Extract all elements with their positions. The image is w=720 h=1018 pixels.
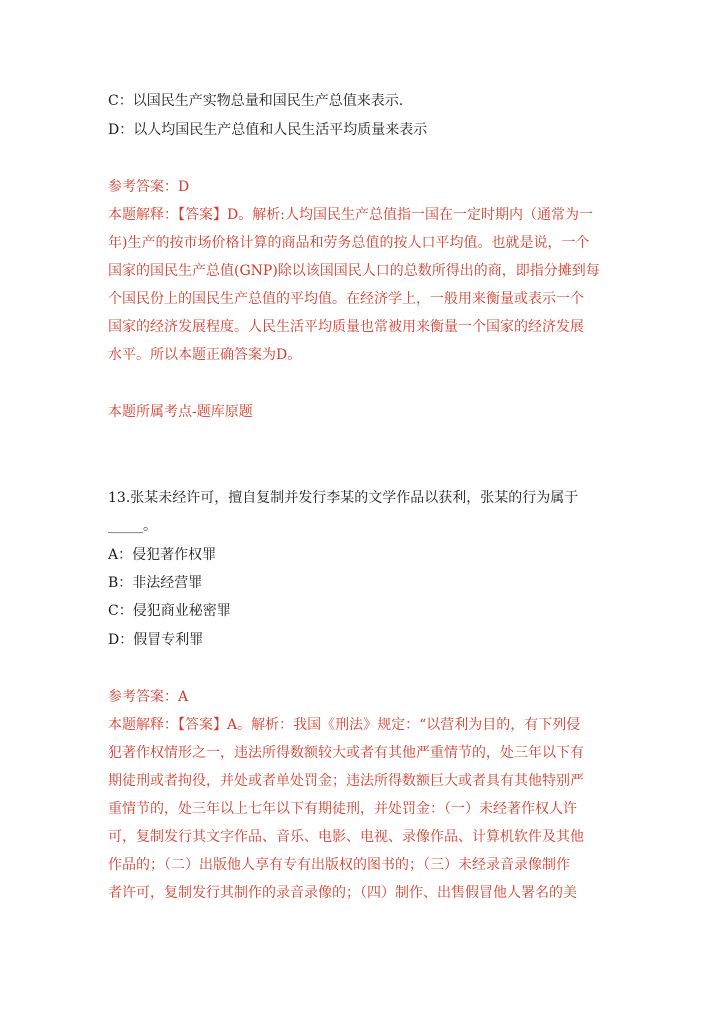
q12-explanation-line: 本题解释：【答案】D。解析:人均国民生产总值指一国在一定时期内（通常为一: [108, 207, 593, 223]
q12-explanation-line: 个国民份上的国民生产总值的平均值。在经济学上，一般用来衡量或表示一个: [108, 291, 584, 307]
q12-answer: 参考答案：D: [108, 179, 190, 195]
q13-explanation-line: 重情节的，处三年以上七年以下有期徒刑，并处罚金：（一）未经著作权人许: [108, 801, 577, 817]
q12-explanation-line: 水平。所以本题正确答案为D。: [108, 347, 302, 363]
q12-explanation-line: 国家的国民生产总值(GNP)除以该国国民人口的总数所得出的商，即指分摊到每: [108, 263, 600, 279]
q12-option-d: D：以人均国民生产总值和人民生活平均质量来表示: [108, 122, 428, 138]
q12-explanation-line: 年)生产的按市场价格计算的商品和劳务总值的按人口平均值。也就是说，一个: [108, 235, 590, 251]
q12-category: 本题所属考点-题库原题: [108, 404, 253, 420]
q13-explanation-line: 可，复制发行其文字作品、音乐、电影、电视、录像作品、计算机软件及其他: [108, 829, 584, 845]
q13-option-d: D：假冒专利罪: [108, 632, 204, 648]
q13-explanation-line: 期徒刑或者拘役，并处或者单处罚金；违法所得数额巨大或者具有其他特别严: [108, 773, 584, 789]
q13-question-line: _____。: [108, 518, 157, 534]
q12-explanation-line: 国家的经济发展程度。人民生活平均质量也常被用来衡量一个国家的经济发展: [108, 319, 584, 335]
q13-explanation-line: 作品的；（二）出版他人享有专有出版权的图书的；（三）未经录音录像制作: [108, 857, 570, 873]
q13-answer: 参考答案：A: [108, 689, 189, 705]
q13-explanation-line: 犯著作权情形之一，违法所得数额较大或者有其他严重情节的，处三年以下有: [108, 745, 584, 761]
q13-option-b: B：非法经营罪: [108, 575, 203, 591]
q12-option-c: C：以国民生产实物总量和国民生产总值来表示.: [108, 93, 404, 109]
q13-question-line: 13.张某未经许可，擅自复制并发行李某的文学作品以获利，张某的行为属于: [108, 490, 579, 506]
q13-option-c: C：侵犯商业秘密罪: [108, 603, 231, 619]
q13-option-a: A：侵犯著作权罪: [108, 547, 217, 563]
q13-explanation-line: 者许可，复制发行其制作的录音录像的；（四）制作、出售假冒他人署名的美: [108, 885, 577, 901]
q13-explanation-line: 本题解释：【答案】A。解析：我国《刑法》规定：“以营利为目的，有下列侵: [108, 717, 581, 733]
